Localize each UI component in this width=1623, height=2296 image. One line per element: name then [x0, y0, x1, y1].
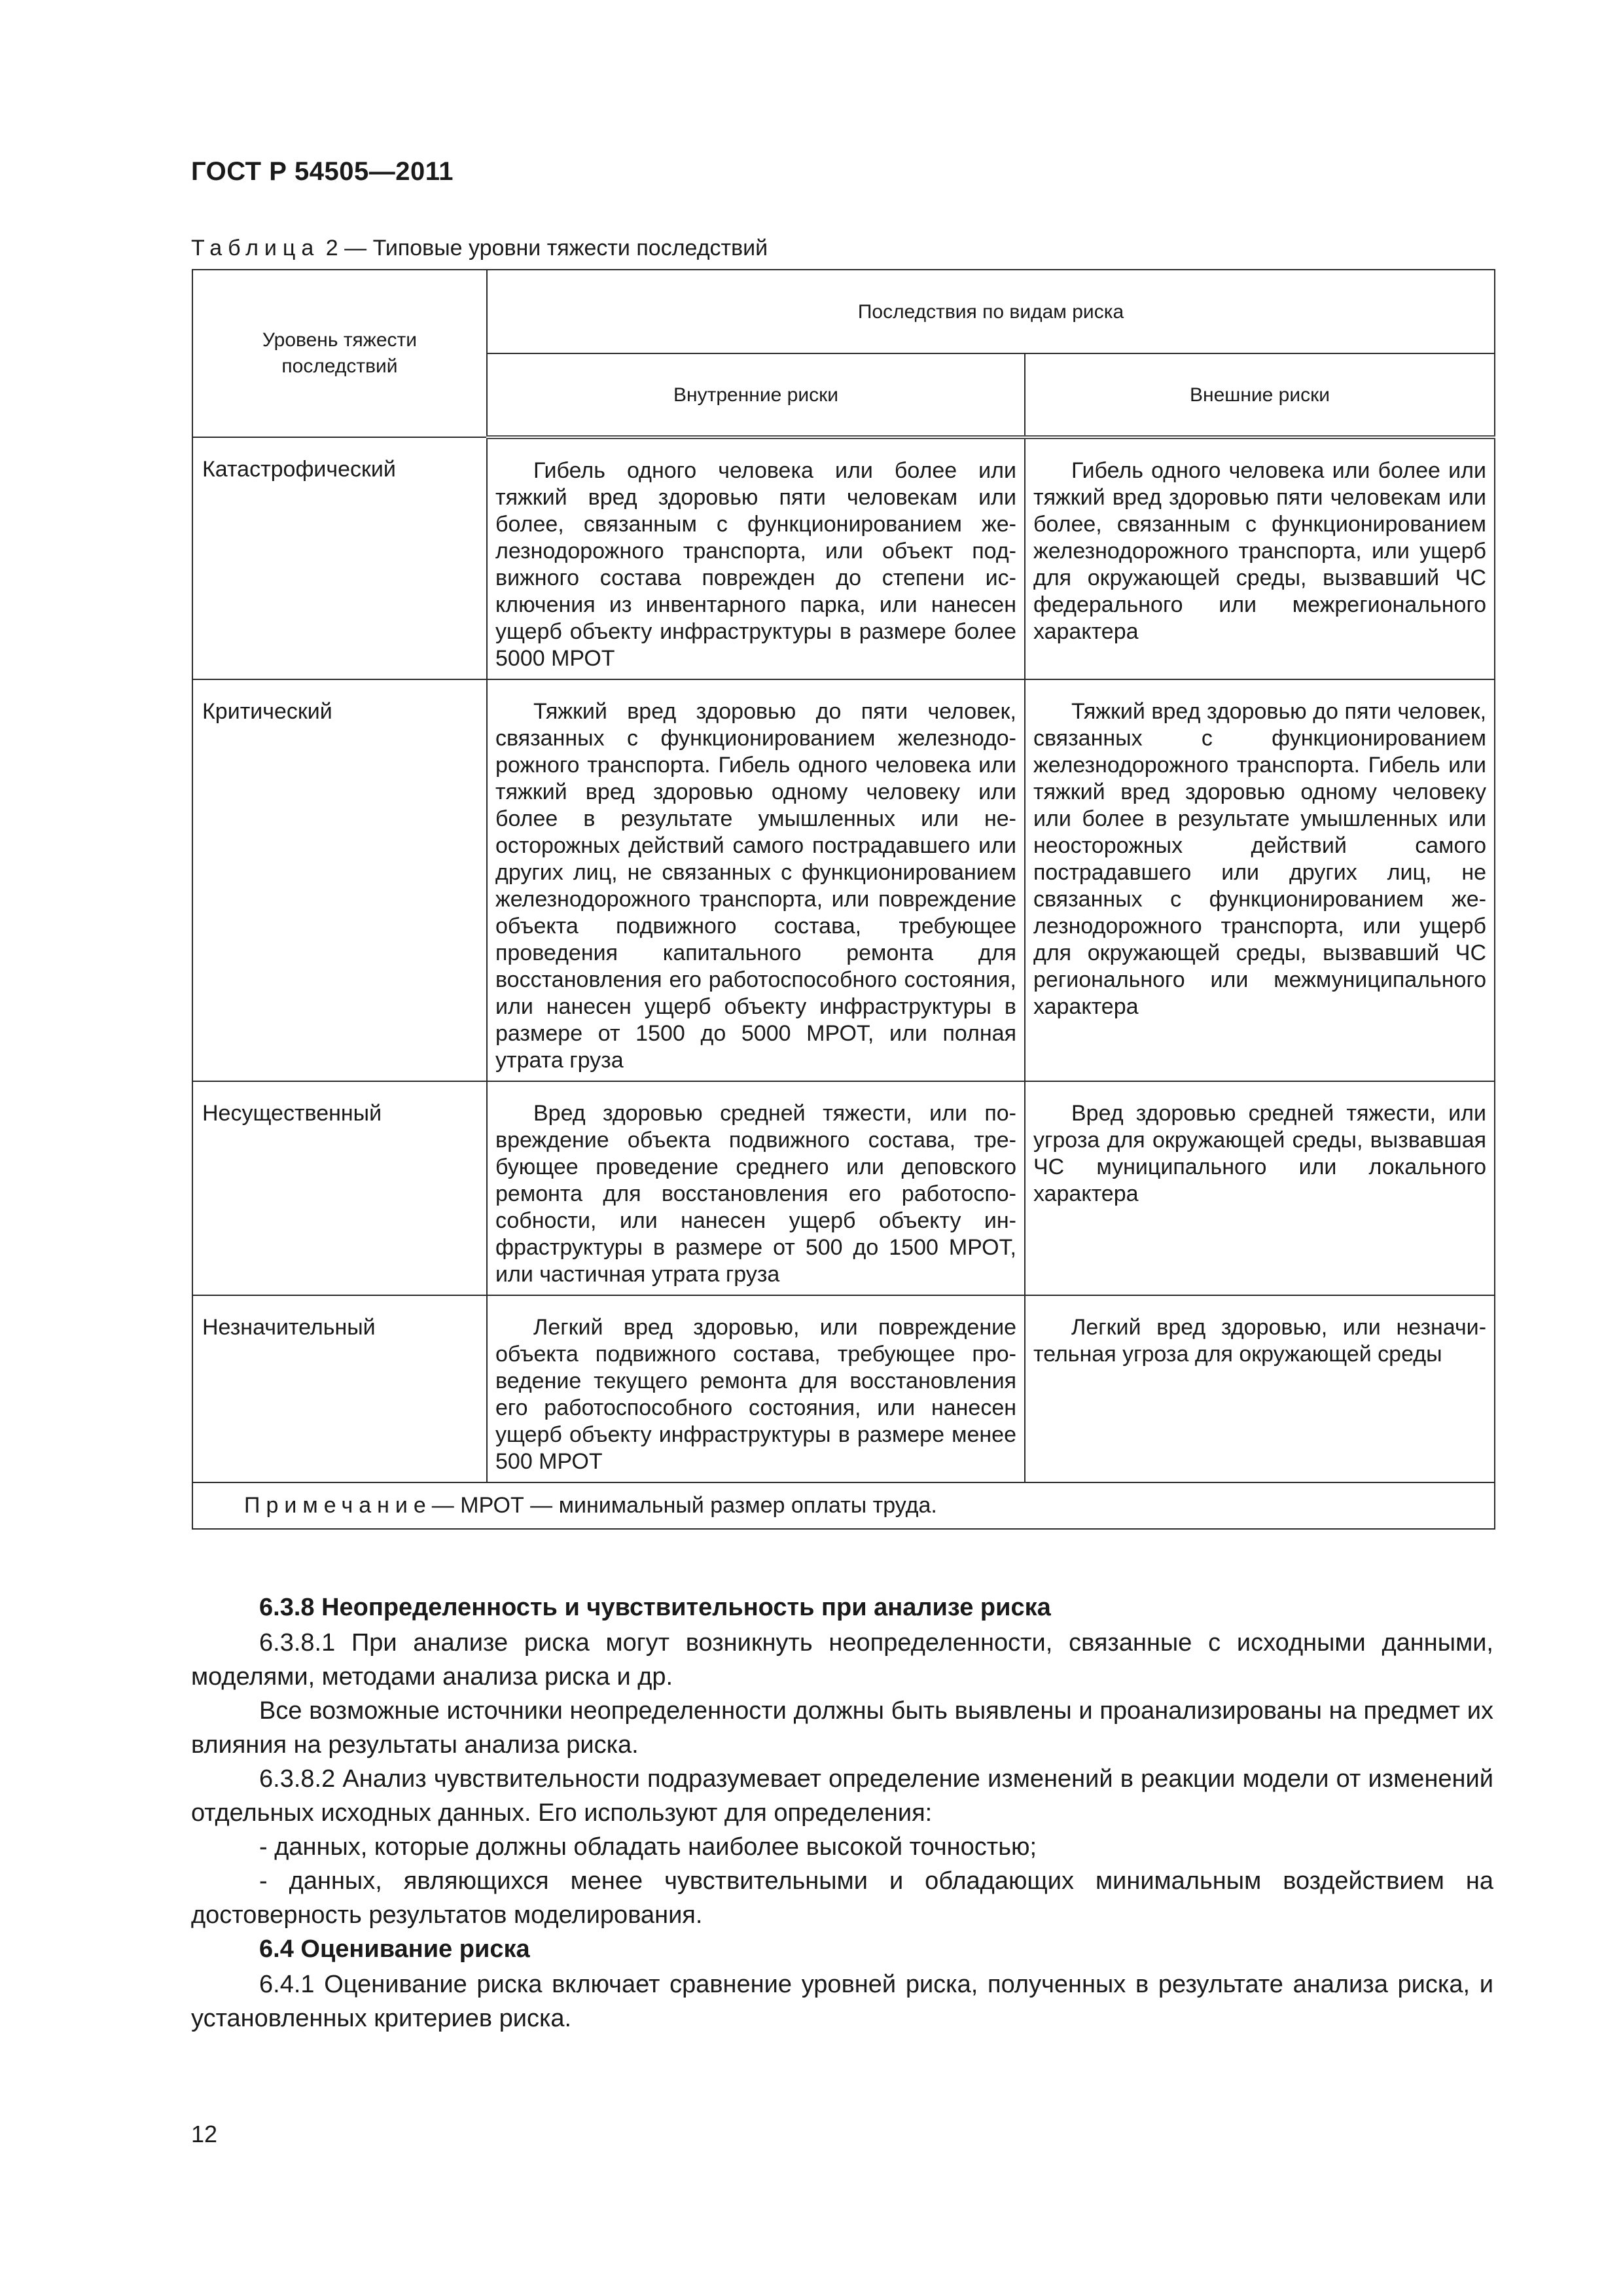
- paragraph-6-3-8-1: 6.3.8.1 При анализе риска могут возникнуть неопределенности, связанные с исходными данными, моделями, методами анализа риска и др.: [191, 1629, 1493, 1691]
- note-label: Примечание: [244, 1493, 432, 1518]
- table-row: [192, 437, 1495, 679]
- header-level: Уровень тяжести последствий: [192, 270, 487, 437]
- paragraph-6-4-1: 6.4.1 Оценивание риска включает сравнение уровней риска, полученных в результате анализа риска, и установленных критериев риска.: [191, 1971, 1493, 2032]
- section-heading-6-3-8: 6.3.8 Неопределенность и чувствительность при анализе риска: [259, 1594, 1051, 1621]
- table-caption-text: 2 — Типовые уровни тяжести последствий: [325, 236, 768, 260]
- section-heading-6-4: 6.4 Оценивание риска: [259, 1935, 530, 1963]
- row-internal: Гибель одного человека или более или тяжкий вред здоровью пяти человекам или более, связанным с функционированием железнодорожного транспорта, или объект подвижного состава поврежден до степени исключения из инвентарного парка, или нанесен ущерб объекту инфраструктуры в размере более 5000 МРОТ: [487, 437, 1025, 679]
- row-level: Критический: [192, 679, 487, 1081]
- row-external: Легкий вред здоровью, или незначительная угроза для окружающей среды: [1025, 1295, 1495, 1482]
- row-external: Тяжкий вред здоровью до пяти человек, связанных с функционированием железнодорожного транспорта. Гибель или тяжкий вред здоровью одному человеку или более в результате умышленных или неосторожных действий самого пострадавшего или других лиц, не связанных с функционированием железнодорожного транспорта, или ущерб для окружающей среды, вызвавший ЧС регионального или межмуниципального характера: [1025, 679, 1495, 1081]
- document-header: ГОСТ Р 54505—2011: [191, 157, 454, 186]
- row-external: Вред здоровью средней тяжести, или угроза для окружающей среды, вызвавшая ЧС муниципального или локального характера: [1025, 1081, 1495, 1295]
- row-internal: Легкий вред здоровью, или повреждение объекта подвижного состава, требующее проведение текущего ремонта для восстановления его работоспособного состояния, или нанесен ущерб объекту инфраструктуры в размере менее 500 МРОТ: [487, 1295, 1025, 1482]
- table-note: [192, 1482, 1495, 1529]
- row-internal: Тяжкий вред здоровью до пяти человек, связанных с функционированием железнодорожного транспорта. Гибель одного человека или тяжкий вред здоровью одному человеку или более в результате умышленных или неосторожных действий самого пострадавшего или других лиц, не связанных с функционированием железнодорожного транспорта, или повреждение объекта подвижного состава, требующее проведения капитального ремонта для восстановления его работоспособного состояния, или нанесен ущерб объекту инфраструктуры в размере от 1500 до 5000 МРОТ, или полная утрата груза: [487, 679, 1025, 1081]
- table-caption: [191, 236, 768, 261]
- table-row: [192, 1295, 1495, 1482]
- table-row: [192, 679, 1495, 1081]
- list-item: - данных, которые должны обладать наиболее высокой точностью;: [259, 1833, 1037, 1861]
- header-internal-risks: Внутренние риски: [487, 353, 1025, 437]
- row-external: Гибель одного человека или более или тяжкий вред здоровью пяти человекам или более, связанным с функционированием железнодорожного транспорта, или ущерб для окружающей среды, вызвавший ЧС федерального или межрегионального характера: [1025, 437, 1495, 679]
- row-level: Несущественный: [192, 1081, 487, 1295]
- row-level: Незначительный: [192, 1295, 487, 1482]
- header-external-risks: Внешние риски: [1025, 353, 1495, 437]
- row-internal: Вред здоровью средней тяжести, или повреждение объекта подвижного состава, требующее проведение среднего или деповского ремонта для восстановления его работоспособности, или нанесен ущерб объекту инфраструктуры в размере от 500 до 1500 МРОТ, или частичная утрата груза: [487, 1081, 1025, 1295]
- body-text: [191, 1590, 1493, 2036]
- severity-table: [192, 269, 1495, 1530]
- paragraph-uncertainty-sources: Все возможные источники неопределенности должны быть выявлены и проанализированы на предмет их влияния на результаты анализа риска.: [191, 1697, 1493, 1759]
- header-consequences: Последствия по видам риска: [487, 270, 1495, 353]
- row-level: Катастрофический: [192, 437, 487, 679]
- list-item: - данных, являющихся менее чувствительными и обладающих минимальным воздействием на достоверность результатов моделирования.: [191, 1867, 1493, 1929]
- page-number: 12: [191, 2121, 218, 2147]
- table-row: [192, 1081, 1495, 1295]
- paragraph-6-3-8-2: 6.3.8.2 Анализ чувствительности подразумевает определение изменений в реакции модели от изменений отдельных исходных данных. Его используют для определения:: [191, 1765, 1493, 1827]
- table-caption-label: Таблица: [191, 236, 320, 260]
- note-text: — МРОТ — минимальный размер оплаты труда.: [431, 1493, 937, 1518]
